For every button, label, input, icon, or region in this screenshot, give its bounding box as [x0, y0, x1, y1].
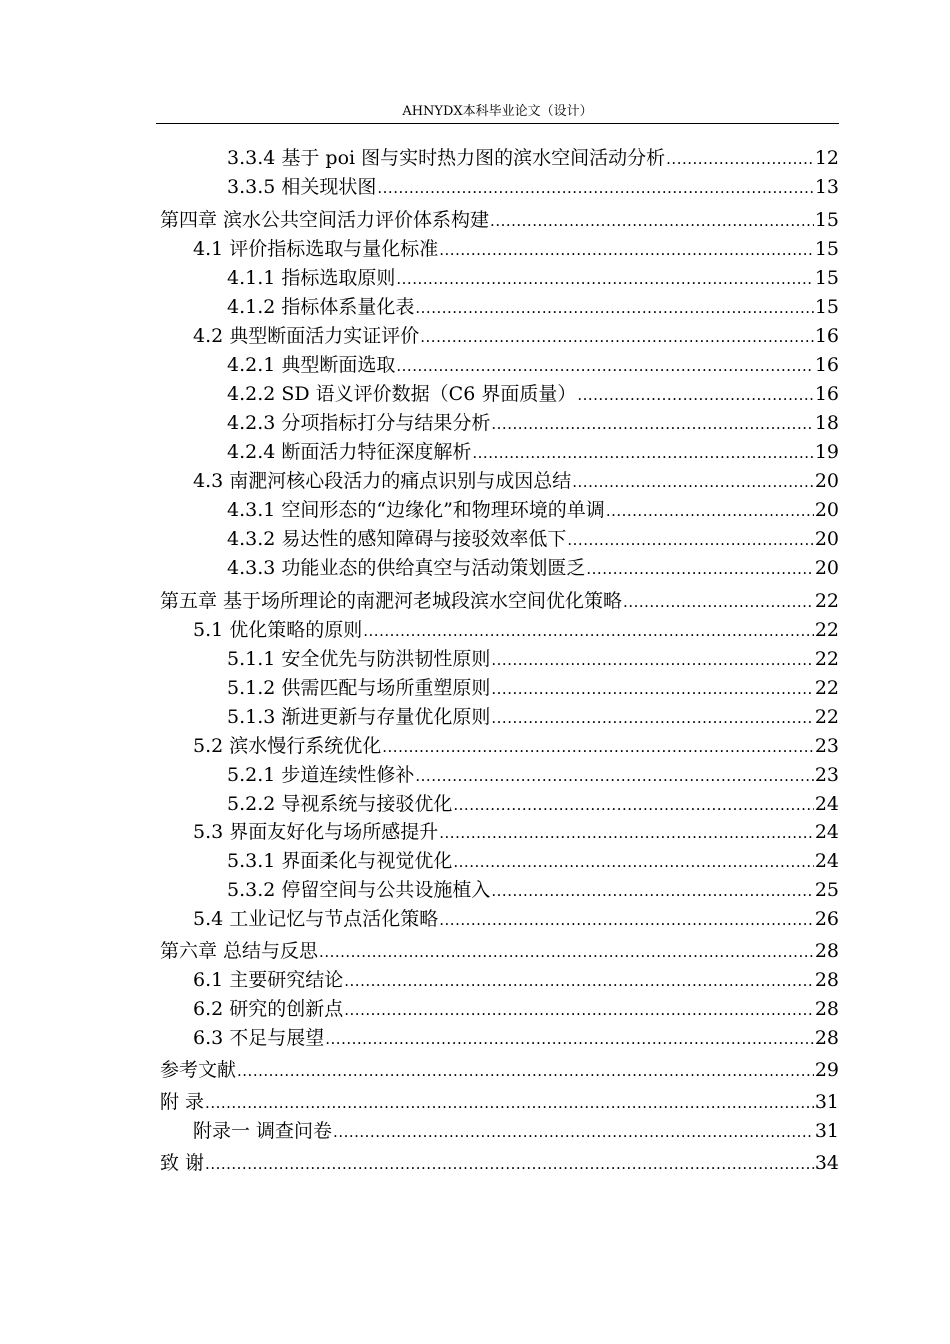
toc-dot-leader: [439, 236, 814, 264]
toc-entry[interactable]: [0, 322, 950, 350]
toc-entry[interactable]: [0, 995, 950, 1023]
toc-dot-leader: [325, 1025, 814, 1053]
toc-entry-page-number: 13: [814, 176, 839, 198]
toc-dot-leader: [666, 145, 814, 173]
toc-entry-page-number: 24: [814, 850, 839, 872]
toc-entry[interactable]: [0, 438, 950, 466]
toc-dot-leader: [439, 906, 814, 934]
toc-dot-leader: [205, 1150, 814, 1178]
toc-entry[interactable]: [0, 496, 950, 524]
toc-entry[interactable]: [0, 1056, 950, 1084]
toc-entry-page-number: 25: [814, 879, 839, 901]
toc-entry[interactable]: [0, 905, 950, 933]
toc-dot-leader: [606, 497, 814, 525]
toc-dot-leader: [577, 381, 813, 409]
toc-entry-label: 5.1.3 渐进更新与存量优化原则: [227, 706, 491, 728]
toc-entry-label: 4.3.2 易达性的感知障碍与接驳效率低下: [227, 528, 567, 550]
toc-entry[interactable]: [0, 1117, 950, 1145]
toc-entry-label: 第五章 基于场所理论的南淝河老城段滨水空间优化策略: [160, 590, 623, 612]
toc-entry-page-number: 28: [814, 969, 839, 991]
toc-entry[interactable]: [0, 818, 950, 846]
toc-dot-leader: [491, 704, 813, 732]
toc-entry-label: 4.3 南淝河核心段活力的痛点识别与成因总结: [193, 470, 572, 492]
toc-entry-label: 3.3.5 相关现状图: [227, 176, 377, 198]
toc-dot-leader: [472, 439, 813, 467]
toc-entry-page-number: 20: [814, 557, 839, 579]
toc-dot-leader: [586, 555, 813, 583]
toc-dot-leader: [453, 848, 813, 876]
toc-entry-page-number: 22: [814, 677, 839, 699]
toc-entry-page-number: 23: [814, 764, 839, 786]
toc-entry-label: 4.3.3 功能业态的供给真空与活动策划匮乏: [227, 557, 586, 579]
toc-entry-page-number: 15: [814, 296, 839, 318]
toc-entry-label: 4.2 典型断面活力实证评价: [193, 325, 420, 347]
toc-dot-leader: [396, 352, 813, 380]
toc-entry-page-number: 31: [814, 1120, 839, 1142]
toc-entry[interactable]: [0, 587, 950, 615]
toc-entry-label: 5.1 优化策略的原则: [193, 619, 363, 641]
toc-entry-page-number: 20: [814, 528, 839, 550]
toc-entry[interactable]: [0, 876, 950, 904]
toc-entry-label: 4.2.1 典型断面选取: [227, 354, 396, 376]
toc-entry-label: 4.2.2 SD 语义评价数据（C6 界面质量）: [227, 383, 577, 405]
toc-entry-page-number: 24: [814, 793, 839, 815]
toc-entry-label: 附录一 调查问卷: [193, 1120, 333, 1142]
toc-entry-label: 5.2 滨水慢行系统优化: [193, 735, 382, 757]
toc-dot-leader: [205, 1089, 814, 1117]
toc-entry-page-number: 20: [814, 470, 839, 492]
toc-dot-leader: [453, 791, 813, 819]
toc-entry[interactable]: [0, 351, 950, 379]
toc-entry-label: 致 谢: [160, 1152, 205, 1174]
toc-entry-label: 5.2.1 步道连续性修补: [227, 764, 415, 786]
toc-dot-leader: [491, 646, 813, 674]
toc-entry[interactable]: [0, 674, 950, 702]
toc-dot-leader: [490, 207, 814, 235]
toc-entry-page-number: 31: [814, 1091, 839, 1113]
toc-entry-label: 5.4 工业记忆与节点活化策略: [193, 908, 439, 930]
toc-entry-label: 5.2.2 导视系统与接驳优化: [227, 793, 453, 815]
toc-entry-label: 5.3.1 界面柔化与视觉优化: [227, 850, 453, 872]
toc-dot-leader: [491, 675, 813, 703]
toc-dot-leader: [333, 1118, 814, 1146]
toc-entry-page-number: 22: [814, 648, 839, 670]
toc-entry-page-number: 12: [814, 147, 839, 169]
toc-entry-label: 第四章 滨水公共空间活力评价体系构建: [160, 209, 490, 231]
toc-entry[interactable]: [0, 554, 950, 582]
toc-entry[interactable]: [0, 380, 950, 408]
toc-entry-page-number: 15: [814, 209, 839, 231]
toc-entry-label: 4.1.2 指标体系量化表: [227, 296, 415, 318]
toc-entry-label: 附 录: [160, 1091, 205, 1113]
toc-entry[interactable]: [0, 1088, 950, 1116]
toc-entry-page-number: 29: [814, 1059, 839, 1081]
toc-entry-label: 4.2.3 分项指标打分与结果分析: [227, 412, 491, 434]
toc-entry-label: 4.2.4 断面活力特征深度解析: [227, 441, 472, 463]
toc-entry-page-number: 24: [814, 821, 839, 843]
toc-dot-leader: [623, 588, 814, 616]
toc-entry-label: 3.3.4 基于 poi 图与实时热力图的滨水空间活动分析: [227, 147, 666, 169]
toc-entry-page-number: 28: [814, 998, 839, 1020]
toc-entry-page-number: 34: [814, 1152, 839, 1174]
toc-entry[interactable]: [0, 937, 950, 965]
toc-entry-page-number: 26: [814, 908, 839, 930]
toc-entry[interactable]: [0, 525, 950, 553]
toc-entry-page-number: 16: [814, 383, 839, 405]
toc-entry[interactable]: [0, 144, 950, 172]
toc-entry[interactable]: [0, 264, 950, 292]
toc-entry-label: 5.3 界面友好化与场所感提升: [193, 821, 439, 843]
toc-entry-page-number: 28: [814, 1027, 839, 1049]
toc-entry[interactable]: [0, 1024, 950, 1052]
toc-entry[interactable]: [0, 293, 950, 321]
toc-entry[interactable]: [0, 206, 950, 234]
toc-entry-label: 5.1.2 供需匹配与场所重塑原则: [227, 677, 491, 699]
toc-dot-leader: [491, 877, 813, 905]
toc-entry-label: 6.3 不足与展望: [193, 1027, 325, 1049]
toc-entry-page-number: 15: [814, 238, 839, 260]
toc-entry-label: 4.3.1 空间形态的“边缘化”和物理环境的单调: [227, 499, 605, 521]
toc-entry[interactable]: [0, 761, 950, 789]
toc-entry-label: 6.1 主要研究结论: [193, 969, 344, 991]
toc-entry-label: 5.1.1 安全优先与防洪韧性原则: [227, 648, 491, 670]
toc-entry[interactable]: [0, 235, 950, 263]
toc-dot-leader: [415, 294, 813, 322]
toc-entry-label: 4.1.1 指标选取原则: [227, 267, 396, 289]
toc-entry[interactable]: [0, 645, 950, 673]
toc-entry-page-number: 16: [814, 354, 839, 376]
toc-entry[interactable]: [0, 1149, 950, 1177]
toc-dot-leader: [237, 1057, 814, 1085]
toc-dot-leader: [396, 265, 813, 293]
toc-dot-leader: [415, 762, 813, 790]
toc-entry-label: 4.1 评价指标选取与量化标准: [193, 238, 439, 260]
toc-entry-page-number: 19: [814, 441, 839, 463]
toc-dot-leader: [572, 468, 814, 496]
toc-entry[interactable]: [0, 173, 950, 201]
toc-entry-label: 6.2 研究的创新点: [193, 998, 344, 1020]
toc-dot-leader: [363, 617, 814, 645]
toc-entry[interactable]: [0, 847, 950, 875]
toc-entry-page-number: 22: [814, 706, 839, 728]
toc-entry[interactable]: [0, 467, 950, 495]
toc-entry-page-number: 28: [814, 940, 839, 962]
page-header: AHNYDX本科毕业论文（设计）: [402, 104, 593, 119]
toc-entry-page-number: 18: [814, 412, 839, 434]
header-rule: [156, 123, 839, 124]
toc-entry-label: 第六章 总结与反思: [160, 940, 319, 962]
toc-entry[interactable]: [0, 790, 950, 818]
toc-entry[interactable]: [0, 966, 950, 994]
toc-entry-page-number: 22: [814, 590, 839, 612]
toc-entry-page-number: 15: [814, 267, 839, 289]
toc-dot-leader: [567, 526, 813, 554]
toc-dot-leader: [439, 819, 814, 847]
toc-entry-page-number: 23: [814, 735, 839, 757]
toc-dot-leader: [382, 733, 814, 761]
toc-entry-page-number: 22: [814, 619, 839, 641]
toc-entry-page-number: 16: [814, 325, 839, 347]
toc-dot-leader: [344, 996, 814, 1024]
toc-dot-leader: [344, 967, 814, 995]
toc-entry[interactable]: [0, 409, 950, 437]
toc-entry[interactable]: [0, 703, 950, 731]
toc-entry[interactable]: [0, 732, 950, 760]
toc-dot-leader: [319, 938, 814, 966]
toc-dot-leader: [491, 410, 813, 438]
toc-entry-page-number: 20: [814, 499, 839, 521]
toc-dot-leader: [377, 174, 813, 202]
toc-entry[interactable]: [0, 616, 950, 644]
toc-entry-label: 5.3.2 停留空间与公共设施植入: [227, 879, 491, 901]
toc-dot-leader: [420, 323, 814, 351]
toc-entry-label: 参考文献: [160, 1059, 237, 1081]
